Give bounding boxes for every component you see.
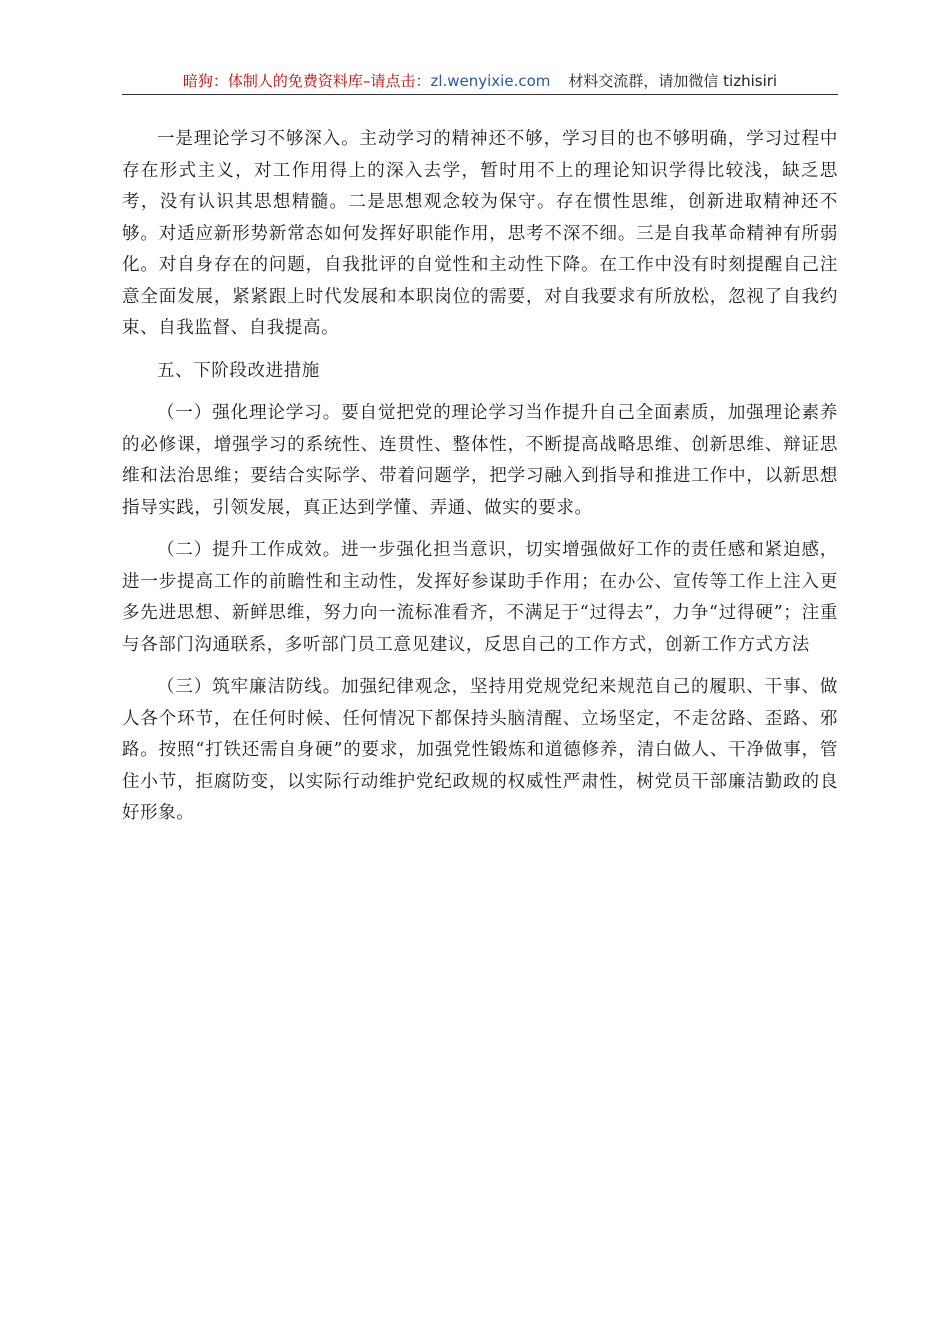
header-link[interactable]: zl.wenyixie.com	[430, 72, 551, 90]
paragraph-problems: 一是理论学习不够深入。主动学习的精神还不够，学习目的也不够明确，学习过程中存在形式主义，对工作用得上的深入去学，暂时用不上的理论知识学得比较浅，缺乏思考，没有认识其思想精髓。二是思想观念较为保守。存在惯性思维，创新进取精神还不够。对适应新形势新常态如何发挥好职能作用，思考不深不细。三是自我革命精神有所弱化。对自身存在的问题，自我批评的自觉性和主动性下降。在工作中没有时刻提醒自己注意全面发展，紧紧跟上时代发展和本职岗位的需要，对自我要求有所放松，忽视了自我约束、自我监督、自我提高。	[122, 129, 838, 338]
header-site-name: 暗狗：体制人的免费资料库	[182, 72, 363, 90]
header-contact: 材料交流群，请加微信 tizhisiri	[568, 72, 778, 90]
section-heading-improvement: 五、下阶段改进措施	[157, 360, 320, 381]
paragraph-measure-2: （二）提升工作成效。进一步强化担当意识，切实增强做好工作的责任感和紧迫感，进一步提高工作的前瞻性和主动性，发挥好参谋助手作用；在办公、宣传等工作上注入更多先进思想、新鲜思维，努力向一流标准看齐，不满足于“过得去”，力争“过得硬”；注重与各部门沟通联系，多听部门员工意见建议，反思自己的工作方式，创新工作方式方法	[122, 540, 838, 655]
paragraph-measure-3: （三）筑牢廉洁防线。加强纪律观念，坚持用党规党纪来规范自己的履职、干事、做人各个环节，在任何时候、任何情况下都保持头脑清醒、立场坚定，不走岔路、歪路、邪路。按照“打铁还需自身硬”的要求，加强党性锻炼和道德修养，清白做人、干净做事，管住小节，拒腐防变，以实际行动维护党纪政规的权威性严肃性，树党员干部廉洁勤政的良好形象。	[122, 677, 838, 823]
header-link-prompt: –请点击：	[362, 72, 431, 90]
header-divider	[122, 94, 838, 95]
document-body	[122, 124, 838, 830]
paragraph-measure-1: （一）强化理论学习。要自觉把党的理论学习当作提升自己全面素质，加强理论素养的必修课，增强学习的系统性、连贯性、整体性，不断提高战略思维、创新思维、辩证思维和法治思维；要结合实际学、带着问题学，把学习融入到指导和推进工作中，以新思想指导实践，引领发展，真正达到学懂、弄通、做实的要求。	[122, 403, 838, 518]
page-header	[122, 70, 838, 92]
